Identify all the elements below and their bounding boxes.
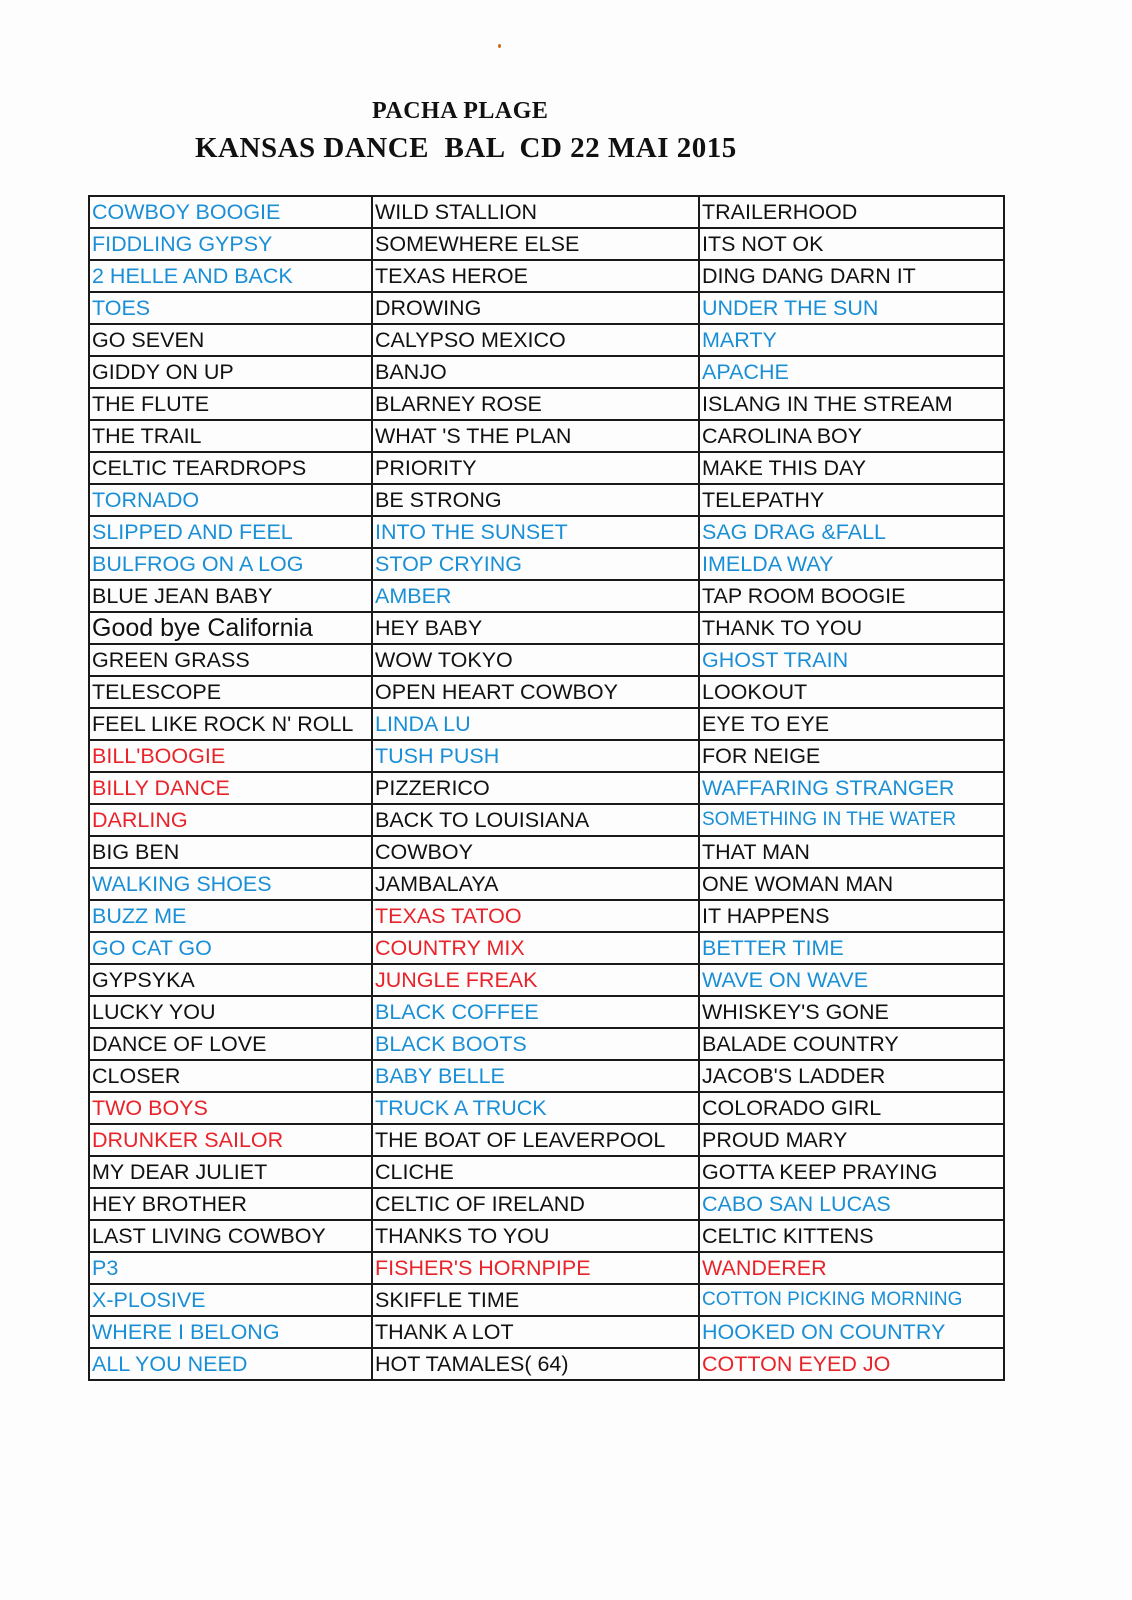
dance-cell: WAFFARING STRANGER bbox=[699, 772, 1004, 804]
dance-cell: JUNGLE FREAK bbox=[372, 964, 699, 996]
dance-cell: BLUE JEAN BABY bbox=[89, 580, 372, 612]
dance-cell: IMELDA WAY bbox=[699, 548, 1004, 580]
dance-cell: PROUD MARY bbox=[699, 1124, 1004, 1156]
dance-cell: TAP ROOM BOOGIE bbox=[699, 580, 1004, 612]
dance-cell: SKIFFLE TIME bbox=[372, 1284, 699, 1316]
table-row bbox=[89, 868, 1004, 900]
dance-cell: BACK TO LOUISIANA bbox=[372, 804, 699, 836]
dance-cell: HOOKED ON COUNTRY bbox=[699, 1316, 1004, 1348]
dance-cell: BILL'BOOGIE bbox=[89, 740, 372, 772]
table-row bbox=[89, 1284, 1004, 1316]
dance-cell: GHOST TRAIN bbox=[699, 644, 1004, 676]
dance-cell: BETTER TIME bbox=[699, 932, 1004, 964]
dance-cell: HOT TAMALES( 64) bbox=[372, 1348, 699, 1380]
dance-cell: COWBOY BOOGIE bbox=[89, 196, 372, 228]
dance-cell: THANK A LOT bbox=[372, 1316, 699, 1348]
dance-cell: THANK TO YOU bbox=[699, 612, 1004, 644]
table-row bbox=[89, 580, 1004, 612]
dance-cell: CAROLINA BOY bbox=[699, 420, 1004, 452]
dance-cell: TORNADO bbox=[89, 484, 372, 516]
dance-cell: WOW TOKYO bbox=[372, 644, 699, 676]
table-row bbox=[89, 964, 1004, 996]
dance-cell: DANCE OF LOVE bbox=[89, 1028, 372, 1060]
dance-cell: TWO BOYS bbox=[89, 1092, 372, 1124]
table-row bbox=[89, 708, 1004, 740]
dance-cell: WHERE I BELONG bbox=[89, 1316, 372, 1348]
dance-cell: BILLY DANCE bbox=[89, 772, 372, 804]
dance-cell: CLICHE bbox=[372, 1156, 699, 1188]
dance-cell: TELEPATHY bbox=[699, 484, 1004, 516]
dance-cell: LAST LIVING COWBOY bbox=[89, 1220, 372, 1252]
dance-cell: BANJO bbox=[372, 356, 699, 388]
dance-cell: TRUCK A TRUCK bbox=[372, 1092, 699, 1124]
dance-cell: P3 bbox=[89, 1252, 372, 1284]
dance-cell: BABY BELLE bbox=[372, 1060, 699, 1092]
dance-cell: WANDERER bbox=[699, 1252, 1004, 1284]
dance-cell: X-PLOSIVE bbox=[89, 1284, 372, 1316]
dance-cell: BLARNEY ROSE bbox=[372, 388, 699, 420]
dance-cell: STOP CRYING bbox=[372, 548, 699, 580]
dance-cell: Good bye California bbox=[89, 612, 372, 644]
dance-cell: LOOKOUT bbox=[699, 676, 1004, 708]
dance-cell: THE FLUTE bbox=[89, 388, 372, 420]
event-title: KANSAS DANCE BAL CD 22 MAI 2015 bbox=[195, 132, 737, 164]
dance-cell: TEXAS TATOO bbox=[372, 900, 699, 932]
table-row bbox=[89, 900, 1004, 932]
table-row bbox=[89, 356, 1004, 388]
dance-cell: MARTY bbox=[699, 324, 1004, 356]
dance-cell: CELTIC TEARDROPS bbox=[89, 452, 372, 484]
dance-cell: THE BOAT OF LEAVERPOOL bbox=[372, 1124, 699, 1156]
dance-cell: LINDA LU bbox=[372, 708, 699, 740]
dance-cell: ONE WOMAN MAN bbox=[699, 868, 1004, 900]
dance-cell: WHISKEY'S GONE bbox=[699, 996, 1004, 1028]
table-row bbox=[89, 1348, 1004, 1380]
table-row bbox=[89, 804, 1004, 836]
table-row bbox=[89, 1220, 1004, 1252]
dance-cell: CLOSER bbox=[89, 1060, 372, 1092]
venue-title: PACHA PLAGE bbox=[372, 98, 549, 124]
dance-cell: TRAILERHOOD bbox=[699, 196, 1004, 228]
dance-cell: TEXAS HEROE bbox=[372, 260, 699, 292]
dance-cell: BE STRONG bbox=[372, 484, 699, 516]
table-row bbox=[89, 772, 1004, 804]
table-row bbox=[89, 1252, 1004, 1284]
dance-cell: WALKING SHOES bbox=[89, 868, 372, 900]
dance-cell: SOMEWHERE ELSE bbox=[372, 228, 699, 260]
dance-cell: BALADE COUNTRY bbox=[699, 1028, 1004, 1060]
dance-cell: CABO SAN LUCAS bbox=[699, 1188, 1004, 1220]
dance-cell: WAVE ON WAVE bbox=[699, 964, 1004, 996]
table-row bbox=[89, 1188, 1004, 1220]
dance-cell: GO SEVEN bbox=[89, 324, 372, 356]
dance-cell: SOMETHING IN THE WATER bbox=[699, 804, 1004, 836]
dance-cell: LUCKY YOU bbox=[89, 996, 372, 1028]
dance-cell: FOR NEIGE bbox=[699, 740, 1004, 772]
dance-cell: BIG BEN bbox=[89, 836, 372, 868]
table-row bbox=[89, 676, 1004, 708]
dance-cell: COTTON PICKING MORNING bbox=[699, 1284, 1004, 1316]
table-row bbox=[89, 548, 1004, 580]
dance-cell: FIDDLING GYPSY bbox=[89, 228, 372, 260]
dance-cell: FEEL LIKE ROCK N' ROLL bbox=[89, 708, 372, 740]
dance-cell: HEY BABY bbox=[372, 612, 699, 644]
dance-cell: GREEN GRASS bbox=[89, 644, 372, 676]
dance-cell: TOES bbox=[89, 292, 372, 324]
dance-cell: DING DANG DARN IT bbox=[699, 260, 1004, 292]
table-row bbox=[89, 1060, 1004, 1092]
dance-cell: EYE TO EYE bbox=[699, 708, 1004, 740]
dance-cell: ISLANG IN THE STREAM bbox=[699, 388, 1004, 420]
dance-cell: ITS NOT OK bbox=[699, 228, 1004, 260]
dance-cell: BUZZ ME bbox=[89, 900, 372, 932]
ink-speck bbox=[498, 44, 501, 48]
dance-cell: PRIORITY bbox=[372, 452, 699, 484]
dance-cell: GYPSYKA bbox=[89, 964, 372, 996]
table-row bbox=[89, 1092, 1004, 1124]
table-row bbox=[89, 644, 1004, 676]
dance-cell: BLACK COFFEE bbox=[372, 996, 699, 1028]
table-row bbox=[89, 420, 1004, 452]
table-row bbox=[89, 1156, 1004, 1188]
dance-cell: APACHE bbox=[699, 356, 1004, 388]
table-row bbox=[89, 836, 1004, 868]
dance-cell: AMBER bbox=[372, 580, 699, 612]
table-row bbox=[89, 1028, 1004, 1060]
dance-cell: BULFROG ON A LOG bbox=[89, 548, 372, 580]
dance-cell: JAMBALAYA bbox=[372, 868, 699, 900]
dance-cell: THANKS TO YOU bbox=[372, 1220, 699, 1252]
dance-cell: BLACK BOOTS bbox=[372, 1028, 699, 1060]
table-row bbox=[89, 996, 1004, 1028]
dance-cell: COUNTRY MIX bbox=[372, 932, 699, 964]
dance-cell: 2 HELLE AND BACK bbox=[89, 260, 372, 292]
table-row bbox=[89, 292, 1004, 324]
table-row bbox=[89, 228, 1004, 260]
dance-cell: DROWING bbox=[372, 292, 699, 324]
dance-cell: WILD STALLION bbox=[372, 196, 699, 228]
dance-cell: COLORADO GIRL bbox=[699, 1092, 1004, 1124]
table-row bbox=[89, 324, 1004, 356]
table-row bbox=[89, 1124, 1004, 1156]
dance-cell: PIZZERICO bbox=[372, 772, 699, 804]
dance-cell: GIDDY ON UP bbox=[89, 356, 372, 388]
table-row bbox=[89, 932, 1004, 964]
dance-cell: HEY BROTHER bbox=[89, 1188, 372, 1220]
dance-cell: SAG DRAG &FALL bbox=[699, 516, 1004, 548]
dance-cell: WHAT 'S THE PLAN bbox=[372, 420, 699, 452]
table-row bbox=[89, 1316, 1004, 1348]
dance-cell: CELTIC KITTENS bbox=[699, 1220, 1004, 1252]
dance-list-body bbox=[89, 196, 1004, 1380]
table-row bbox=[89, 484, 1004, 516]
dance-cell: CELTIC OF IRELAND bbox=[372, 1188, 699, 1220]
dance-cell: GOTTA KEEP PRAYING bbox=[699, 1156, 1004, 1188]
dance-cell: FISHER'S HORNPIPE bbox=[372, 1252, 699, 1284]
table-row bbox=[89, 196, 1004, 228]
table-row bbox=[89, 388, 1004, 420]
dance-cell: THAT MAN bbox=[699, 836, 1004, 868]
dance-cell: IT HAPPENS bbox=[699, 900, 1004, 932]
dance-cell: UNDER THE SUN bbox=[699, 292, 1004, 324]
dance-cell: DRUNKER SAILOR bbox=[89, 1124, 372, 1156]
dance-cell: MY DEAR JULIET bbox=[89, 1156, 372, 1188]
dance-cell: GO CAT GO bbox=[89, 932, 372, 964]
dance-cell: COWBOY bbox=[372, 836, 699, 868]
dance-cell: COTTON EYED JO bbox=[699, 1348, 1004, 1380]
dance-cell: TELESCOPE bbox=[89, 676, 372, 708]
dance-cell: ALL YOU NEED bbox=[89, 1348, 372, 1380]
table-row bbox=[89, 260, 1004, 292]
dance-cell: JACOB'S LADDER bbox=[699, 1060, 1004, 1092]
table-row bbox=[89, 452, 1004, 484]
dance-list-table bbox=[88, 195, 1005, 1381]
dance-cell: OPEN HEART COWBOY bbox=[372, 676, 699, 708]
table-row bbox=[89, 612, 1004, 644]
dance-cell: INTO THE SUNSET bbox=[372, 516, 699, 548]
dance-cell: DARLING bbox=[89, 804, 372, 836]
dance-cell: TUSH PUSH bbox=[372, 740, 699, 772]
dance-cell: MAKE THIS DAY bbox=[699, 452, 1004, 484]
dance-cell: THE TRAIL bbox=[89, 420, 372, 452]
table-row bbox=[89, 516, 1004, 548]
dance-cell: CALYPSO MEXICO bbox=[372, 324, 699, 356]
table-row bbox=[89, 740, 1004, 772]
dance-cell: SLIPPED AND FEEL bbox=[89, 516, 372, 548]
